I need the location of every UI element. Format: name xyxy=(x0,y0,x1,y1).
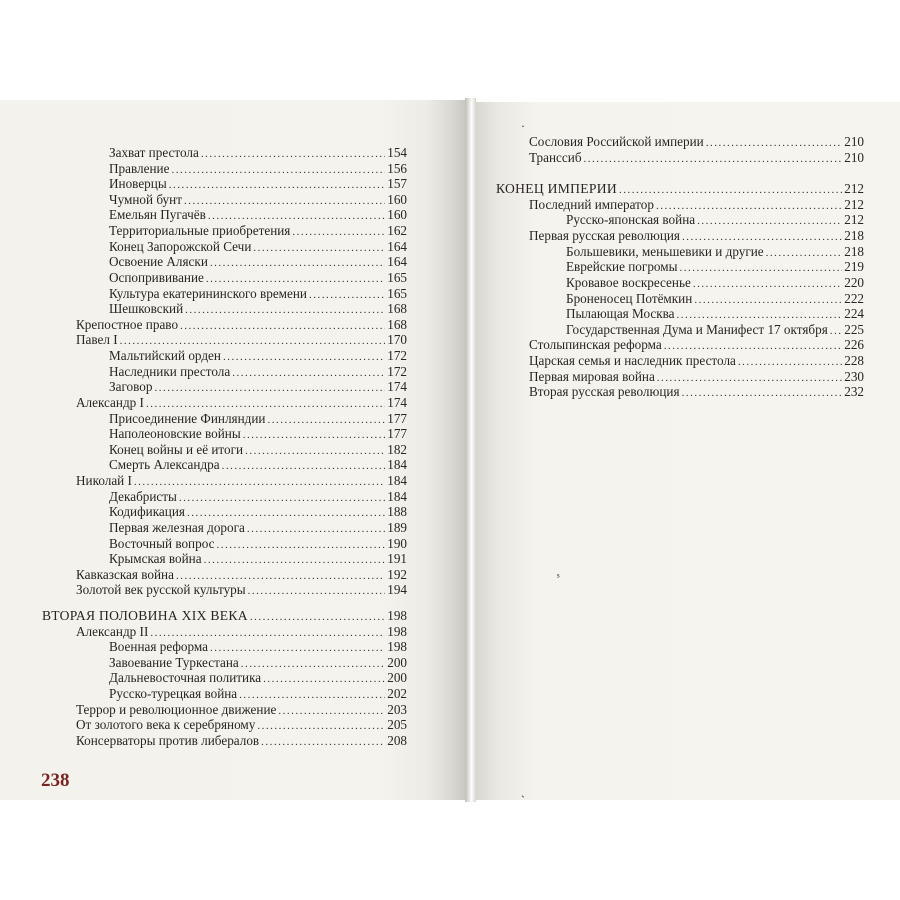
toc-entry-title: Золотой век русской культуры xyxy=(76,582,246,598)
toc-entry-page: 210 xyxy=(844,134,864,149)
toc-entry-title: Павел I xyxy=(76,332,118,348)
toc-entry-page: 224 xyxy=(844,306,864,322)
toc-entry-title: Государственная Дума и Манифест 17 октября xyxy=(566,321,828,337)
toc-entry-title: Военная реформа xyxy=(109,639,208,655)
dot-leader xyxy=(223,349,385,365)
toc-entry-page: 184 xyxy=(387,473,407,489)
toc-entry-page: 200 xyxy=(387,670,407,686)
toc-entry xyxy=(109,364,407,380)
toc-entry xyxy=(76,332,407,348)
toc-entry-page: 232 xyxy=(844,384,864,400)
toc-entry-title: Заговор xyxy=(109,379,153,395)
toc-section-heading xyxy=(496,181,864,197)
toc-entry-page: 174 xyxy=(387,394,407,410)
dot-leader xyxy=(180,318,385,334)
toc-entry-title: Наполеоновские войны xyxy=(109,426,241,442)
toc-entry xyxy=(109,301,407,317)
toc-entry-page: 198 xyxy=(387,607,407,623)
toc-entry-page: 218 xyxy=(844,243,864,259)
page-number: 238 xyxy=(41,770,70,791)
dot-leader xyxy=(248,583,386,599)
toc-entry-page: 219 xyxy=(844,259,864,275)
toc-entry-title: Шешковский xyxy=(109,301,184,317)
toc-entry-title: Большевики, меньшевики и другие xyxy=(566,243,764,259)
toc-entry-title: От золотого века к серебряному xyxy=(76,717,256,733)
toc-section-heading xyxy=(42,608,407,624)
toc-entry-page: 160 xyxy=(387,207,407,223)
toc-entry-title: Первая мировая война xyxy=(529,368,655,384)
dot-leader xyxy=(677,307,843,323)
toc-entry xyxy=(76,702,407,718)
toc-entry-page: 191 xyxy=(387,551,407,567)
toc-entry-title: Мальтийский орден xyxy=(109,348,221,364)
toc-entry xyxy=(109,270,407,286)
toc-entry-title: Транссиб xyxy=(529,149,582,165)
toc-entry-title: Русско-японская война xyxy=(566,212,696,228)
toc-entry xyxy=(109,639,407,655)
dot-leader xyxy=(267,412,385,428)
dot-leader xyxy=(619,182,842,198)
toc-entry xyxy=(109,239,407,255)
toc-entry-page: 203 xyxy=(387,701,407,717)
dot-leader xyxy=(222,458,386,474)
dot-leader xyxy=(694,292,842,308)
toc-entry xyxy=(109,457,407,473)
toc-entry xyxy=(109,379,407,395)
dot-leader xyxy=(657,370,842,386)
dot-leader xyxy=(187,505,385,521)
toc-entry xyxy=(76,473,407,489)
dot-leader xyxy=(261,734,385,750)
toc-entry-title: Царская семья и наследник престола xyxy=(529,353,736,369)
toc-entry xyxy=(109,489,407,505)
toc-entry-title: Пылающая Москва xyxy=(566,306,675,322)
toc-entry-title: Кодификация xyxy=(109,504,185,520)
toc-entry-page: 212 xyxy=(844,212,864,228)
toc-entry-title: Декабристы xyxy=(109,488,177,504)
toc-entry-title: Иноверцы xyxy=(109,176,167,192)
toc-entry-title: Крепостное право xyxy=(76,316,179,332)
toc-entry-page: 190 xyxy=(387,535,407,551)
toc-entry-page: 212 xyxy=(844,181,864,197)
dot-leader xyxy=(738,354,842,370)
toc-entry-page: 182 xyxy=(387,441,407,457)
toc-entry xyxy=(109,536,407,552)
toc-entry xyxy=(109,551,407,567)
toc-entry xyxy=(529,150,864,166)
toc-entry-page: 222 xyxy=(844,290,864,306)
toc-entry xyxy=(566,259,864,275)
toc-entry-page: 220 xyxy=(844,274,864,290)
toc-entry xyxy=(109,655,407,671)
toc-entry-title: КОНЕЦ ИМПЕРИИ xyxy=(496,181,617,197)
dot-leader xyxy=(682,385,843,401)
dot-leader xyxy=(309,287,385,303)
toc-entry xyxy=(109,348,407,364)
dot-leader xyxy=(664,338,842,354)
dot-leader xyxy=(247,521,385,537)
dot-leader xyxy=(257,718,385,734)
dot-leader xyxy=(134,474,385,490)
toc-entry xyxy=(76,317,407,333)
dot-leader xyxy=(120,333,386,349)
toc-entry-title: Территориальные приобретения xyxy=(109,223,291,239)
toc-entry-page: 230 xyxy=(844,368,864,384)
toc-entry-page: 160 xyxy=(387,191,407,207)
toc-entry-page: 198 xyxy=(387,639,407,655)
toc-entry-page: 210 xyxy=(844,149,864,165)
dot-leader xyxy=(263,671,385,687)
toc-entry xyxy=(566,291,864,307)
toc-entry xyxy=(529,353,864,369)
toc-entry-page: 156 xyxy=(387,160,407,176)
dot-leader xyxy=(278,703,385,719)
toc-entry xyxy=(109,686,407,702)
toc-entry xyxy=(566,322,864,338)
dot-leader xyxy=(206,271,385,287)
toc-entry xyxy=(566,244,864,260)
toc-entry-page: 168 xyxy=(387,316,407,332)
toc-entry-page: 225 xyxy=(844,321,864,337)
toc-entry-title: Последний император xyxy=(529,196,654,212)
toc-entry-title: Присоединение Финляндии xyxy=(109,410,266,426)
toc-entry-page: 200 xyxy=(387,654,407,670)
dot-leader xyxy=(169,177,386,193)
toc-entry-title: Захват престола xyxy=(109,145,199,160)
ink-speck: ˢ xyxy=(557,570,560,584)
dot-leader xyxy=(146,396,385,412)
dot-leader xyxy=(179,490,385,506)
toc-entry-title: Чумной бунт xyxy=(109,191,182,207)
toc-entry-page: 218 xyxy=(844,228,864,244)
dot-leader xyxy=(184,193,385,209)
toc-entry-title: Террор и революционное движение xyxy=(76,701,277,717)
dot-leader xyxy=(766,245,843,261)
dot-leader xyxy=(241,656,385,672)
dot-leader xyxy=(216,537,385,553)
toc-entry xyxy=(529,337,864,353)
dot-leader xyxy=(656,198,842,214)
toc-entry-title: Дальневосточная политика xyxy=(109,670,262,686)
dot-leader xyxy=(584,151,843,167)
toc-entry-page: 188 xyxy=(387,504,407,520)
dot-leader xyxy=(171,162,385,178)
toc-entry-title: Конец Запорожской Сечи xyxy=(109,238,252,254)
toc-entry xyxy=(109,207,407,223)
toc-entry xyxy=(109,145,407,161)
dot-leader xyxy=(697,213,842,229)
toc-entry-title: Освоение Аляски xyxy=(109,254,208,270)
toc-entry-page: 177 xyxy=(387,426,407,442)
toc-entry xyxy=(529,369,864,385)
dot-leader xyxy=(830,323,842,339)
toc-entry xyxy=(109,223,407,239)
toc-entry-page: 205 xyxy=(387,717,407,733)
toc-entry xyxy=(566,212,864,228)
toc-entry-title: Крымская война xyxy=(109,551,202,567)
toc-entry-page: 172 xyxy=(387,363,407,379)
ink-speck: ˏ xyxy=(521,784,525,798)
toc-entry-title: Вторая русская революция xyxy=(529,384,680,400)
toc-entry-page: 164 xyxy=(387,254,407,270)
toc-entry xyxy=(109,411,407,427)
toc-entry xyxy=(109,286,407,302)
toc-entry xyxy=(109,254,407,270)
toc-entry-title: Восточный вопрос xyxy=(109,535,215,551)
toc-entry xyxy=(566,275,864,291)
toc-entry-title: ВТОРАЯ ПОЛОВИНА XIX ВЕКА xyxy=(42,607,248,623)
toc-entry-title: Конец войны и её итоги xyxy=(109,441,244,457)
toc-entry xyxy=(76,582,407,598)
dot-leader xyxy=(201,146,385,162)
toc-entry-title: Правление xyxy=(109,160,170,176)
toc-entry-title: Завоевание Туркестана xyxy=(109,654,239,670)
toc-entry xyxy=(529,384,864,400)
toc-entry-page: 228 xyxy=(844,353,864,369)
toc-entry-title: Броненосец Потёмкин xyxy=(566,290,693,306)
dot-leader xyxy=(232,365,385,381)
toc-entry-page: 202 xyxy=(387,686,407,702)
toc-entry xyxy=(109,504,407,520)
toc-entry xyxy=(76,624,407,640)
book-spine xyxy=(465,98,476,802)
toc-entry-title: Культура екатерининского времени xyxy=(109,285,307,301)
toc-entry-title: Первая железная дорога xyxy=(109,519,245,535)
toc-entry xyxy=(109,161,407,177)
toc-entry-title: Кровавое воскресенье xyxy=(566,274,691,290)
toc-entry-title: Оспопрививание xyxy=(109,269,204,285)
toc-entry xyxy=(109,176,407,192)
toc-entry-title: Первая русская революция xyxy=(529,228,680,244)
toc-entry-page: 165 xyxy=(387,285,407,301)
toc-entry-page: 168 xyxy=(387,301,407,317)
toc-entry-page: 198 xyxy=(387,623,407,639)
toc-entry-page: 154 xyxy=(387,145,407,160)
dot-leader xyxy=(185,302,385,318)
dot-leader xyxy=(706,135,843,151)
toc-entry xyxy=(529,228,864,244)
dot-leader xyxy=(204,552,386,568)
dot-leader xyxy=(150,625,385,641)
toc-entry-title: Сословия Российской империи xyxy=(529,134,704,149)
toc-entry xyxy=(109,192,407,208)
toc-entry-page: 170 xyxy=(387,332,407,348)
dot-leader xyxy=(679,260,842,276)
toc-entry-title: Наследники престола xyxy=(109,363,231,379)
toc-entry-title: Консерваторы против либералов xyxy=(76,732,260,748)
toc-entry-page: 226 xyxy=(844,337,864,353)
dot-leader xyxy=(693,276,842,292)
toc-entry-page: 164 xyxy=(387,238,407,254)
toc-entry-page: 184 xyxy=(387,488,407,504)
toc-entry-page: 165 xyxy=(387,269,407,285)
toc-entry-page: 177 xyxy=(387,410,407,426)
toc-entry xyxy=(109,442,407,458)
toc-entry-page: 174 xyxy=(387,379,407,395)
toc-entry-title: Александр I xyxy=(76,394,144,410)
toc-entry-page: 212 xyxy=(844,196,864,212)
dot-leader xyxy=(210,640,385,656)
toc-entry-title: Смерть Александра xyxy=(109,457,220,473)
toc-entry-title: Емельян Пугачёв xyxy=(109,207,206,223)
dot-leader xyxy=(210,255,385,271)
toc-entry xyxy=(109,426,407,442)
toc-entry-title: Русско-турецкая война xyxy=(109,686,238,702)
toc-entry-page: 194 xyxy=(387,582,407,598)
toc-entry xyxy=(109,670,407,686)
toc-entry-title: Николай I xyxy=(76,473,132,489)
toc-entry-page: 172 xyxy=(387,348,407,364)
toc-entry-page: 189 xyxy=(387,519,407,535)
toc-entry xyxy=(76,567,407,583)
toc-entry xyxy=(76,395,407,411)
toc-entry-page: 208 xyxy=(387,732,407,748)
toc-entry-title: Столыпинская реформа xyxy=(529,337,662,353)
toc-entry-page: 162 xyxy=(387,223,407,239)
toc-entry xyxy=(566,306,864,322)
toc-entry-title: Кавказская война xyxy=(76,566,174,582)
toc-entry xyxy=(76,733,407,749)
dot-leader xyxy=(245,443,385,459)
toc-entry xyxy=(76,717,407,733)
dot-leader xyxy=(208,208,385,224)
toc-entry-page: 184 xyxy=(387,457,407,473)
toc-entry-page: 192 xyxy=(387,566,407,582)
dot-leader xyxy=(682,229,842,245)
dot-leader xyxy=(239,687,385,703)
toc-entry-title: Еврейские погромы xyxy=(566,259,678,275)
toc-entry-page: 157 xyxy=(387,176,407,192)
toc-entry xyxy=(529,134,864,150)
dot-leader xyxy=(292,224,385,240)
toc-entry-title: Александр II xyxy=(76,623,149,639)
dot-leader xyxy=(176,568,385,584)
dot-leader xyxy=(253,240,385,256)
dot-leader xyxy=(243,427,386,443)
dot-leader xyxy=(250,609,385,625)
dot-leader xyxy=(154,380,385,396)
ink-speck: · xyxy=(521,119,525,133)
toc-entry xyxy=(109,520,407,536)
toc-entry xyxy=(529,197,864,213)
